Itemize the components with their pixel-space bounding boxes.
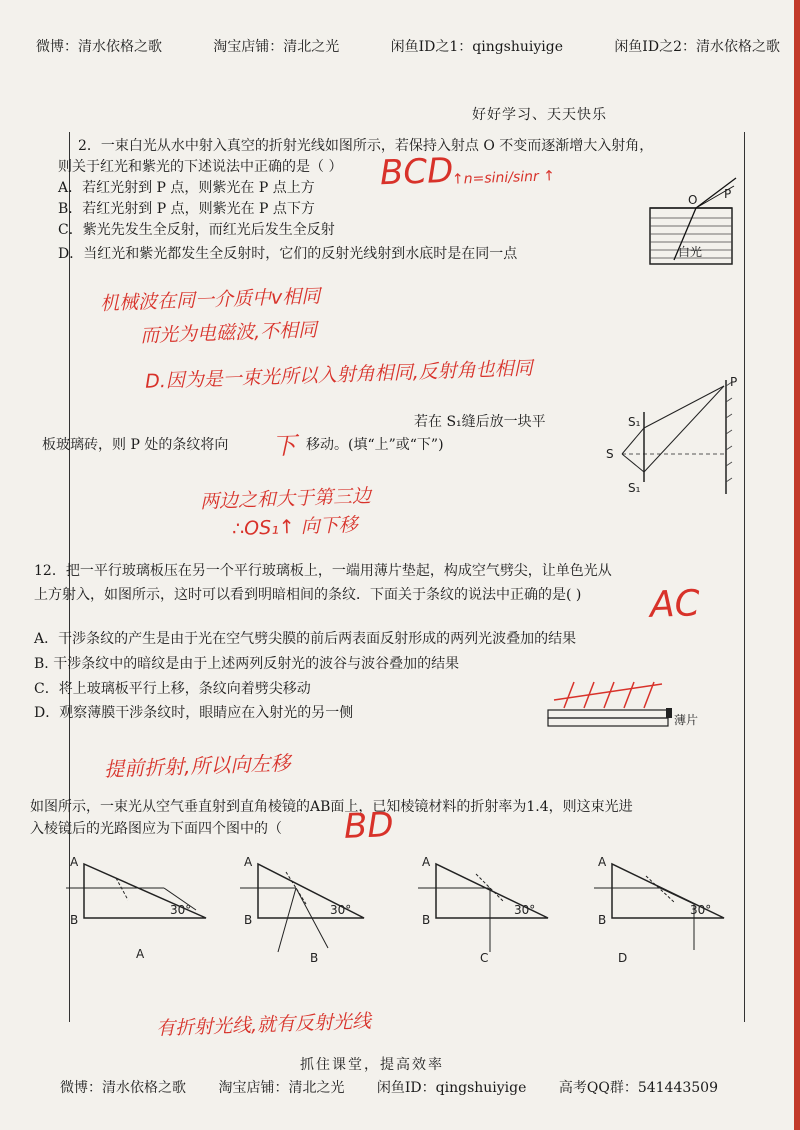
q12-option-a: A．干涉条纹的产生是由于光在空气劈尖膜的前后两表面反射形成的两列光波叠加的结果 [34,631,577,647]
hw-ans-q12: AC [649,583,701,626]
q2-fig-p: P [724,187,732,201]
hw-note5: ∴OS₁↑ 向下移 [231,513,359,541]
hw-ans-q2: BCD [379,150,454,194]
svg-text:B: B [70,913,79,927]
svg-text:A: A [422,855,431,869]
prism-stem-2: 入棱镜后的光路图应为下面四个图中的（ [30,821,282,837]
svg-text:B: B [598,913,607,927]
header-xianyu1: 闲鱼ID之1：qingshuiyige [390,39,564,55]
q12-wedge-figure [544,660,704,734]
slit-text-1: 若在 S₁缝后放一块平 [414,414,546,430]
header-taobao: 淘宝店铺：清北之光 [213,39,340,55]
footer-taobao: 淘宝店铺：清北之光 [218,1080,345,1096]
footer-qq: 高考QQ群：541443509 [558,1080,718,1096]
slit-text-2: 板玻璃砖，则 P 处的条纹将向 [42,437,229,453]
q2-fig-o: O [688,193,698,207]
prism-option-d-figure [592,848,742,968]
q12-fig-label: 薄片 [674,713,699,727]
q12-option-c: C．将上玻璃板平行上移，条纹向着劈尖移动 [34,681,311,697]
prism-label-d: D [618,951,628,965]
prism-label-c: C [480,951,489,965]
hw-fill-slit: 下 [271,431,297,461]
q2-option-d: D．当红光和紫光都发生全反射时，它们的反射光线射到水底时是在同一点 [58,246,518,262]
footer-slogan: 抓住课堂，提高效率 [300,1057,444,1073]
motto: 好好学习、天天快乐 [472,107,607,123]
prism-label-a: A [136,947,145,961]
svg-text:A: A [598,855,607,869]
footer-bar [60,1077,746,1097]
q2-option-c: C．紫光先发生全反射，而红光后发生全反射 [58,222,335,238]
prism-angle-a: 30° [170,903,192,917]
page-edge [794,0,800,1130]
q2-option-b: B．若红光射到 P 点，则紫光在 P 点下方 [58,201,315,217]
prism-option-b-figure [238,848,388,968]
prism-stem-1: 如图所示，一束光从空气垂直射到直角棱镜的AB面上，已知棱镜材料的折射率为1.4，则这束光进 [30,799,633,815]
prism-option-a-figure [64,848,214,968]
footer-weibo: 微博：清水依格之歌 [60,1080,186,1096]
slit-text-3: 移动。(填“上”或“下”) [306,437,444,453]
prism-angle-b: 30° [330,903,352,917]
svg-text:A: A [70,855,79,869]
hw-note4: 两边之和大于第三边 [199,485,372,513]
q2-stem-1: 2．一束白光从水中射入真空的折射光线如图所示，若保持入射点 O 不变而逐渐增大入射角， [78,138,654,154]
right-border [744,132,745,1022]
q12-stem-1: 12．把一平行玻璃板压在另一个平行玻璃板上，一端用薄片垫起，构成空气劈尖，让单色光从 [34,563,612,579]
prism-angle-d: 30° [690,903,712,917]
hw-note1: 机械波在同一介质中v相同 [99,285,321,315]
header-xianyu2: 闲鱼ID之2：清水依格之歌 [614,39,780,55]
prism-label-b: B [310,951,319,965]
slit-fig-s2: S₁ [628,481,641,495]
hw-note6: 提前折射,所以向左移 [103,750,291,782]
prism-angle-c: 30° [514,903,536,917]
slit-fig-s1: S₁ [628,415,641,429]
prism-option-c-figure [416,848,566,968]
svg-text:A: A [244,855,253,869]
q2-water-figure [644,172,740,268]
hw-note3: D.因为是一束光所以入射角相同,反射角也相同 [144,357,534,393]
q12-stem-2: 上方射入，如图所示，这时可以看到明暗相间的条纹．下面关于条纹的说法中正确的是( ) [34,587,582,603]
svg-text:B: B [422,913,431,927]
q12-option-b: B. 干涉条纹中的暗纹是由于上述两列反射光的波谷与波谷叠加的结果 [34,656,460,672]
q2-stem-2: 则关于红光和紫光的下述说法中正确的是（ ） [58,159,343,175]
hw-formula: ↑n=sini/sinr ↑ [451,168,556,188]
svg-text:B: B [244,913,253,927]
header-bar [36,36,780,56]
hw-ans-prism: BD [343,805,395,847]
q2-option-a: A．若红光射到 P 点，则紫光在 P 点上方 [58,180,315,196]
footer-xianyu: 闲鱼ID：qingshuiyige [376,1080,527,1096]
hw-note2: 而光为电磁波,不相同 [139,318,318,348]
slit-fig-p: P [730,375,738,389]
header-weibo: 微博：清水依格之歌 [36,39,162,55]
slit-figure [598,372,744,502]
slit-fig-s: S [606,447,614,461]
hw-note7: 有折射光线,就有反射光线 [155,1010,372,1040]
q12-option-d: D．观察薄膜干涉条纹时，眼睛应在入射光的另一侧 [34,705,354,721]
q2-fig-light: 白光 [678,245,703,259]
